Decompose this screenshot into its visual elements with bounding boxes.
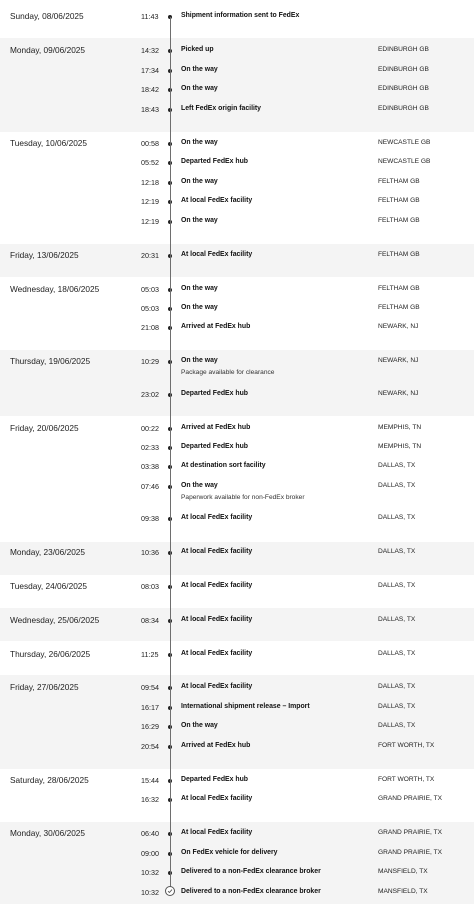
event-time: 23:02	[141, 390, 159, 399]
day-date: Tuesday, 10/06/2025	[10, 138, 88, 148]
day-group	[0, 542, 474, 575]
event-time: 16:29	[141, 722, 159, 731]
day-group	[0, 244, 474, 277]
event-time: 05:03	[141, 285, 159, 294]
day-group	[0, 822, 474, 904]
event-location: DALLAS, TX	[378, 683, 416, 690]
event-status: Shipment information sent to FedEx	[181, 12, 300, 19]
event-time: 11:25	[141, 650, 159, 659]
event-location: MEMPHIS, TN	[378, 443, 422, 450]
event-location: GRAND PRAIRIE, TX	[378, 829, 442, 836]
event-status: On the way	[181, 85, 218, 92]
day-date: Saturday, 28/06/2025	[10, 775, 89, 785]
event-time: 16:17	[141, 703, 159, 712]
event-status: On FedEx vehicle for delivery	[181, 849, 278, 856]
event-location: DALLAS, TX	[378, 514, 416, 521]
event-location: FELTHAM GB	[378, 178, 420, 185]
day-group	[0, 608, 474, 641]
event-location: DALLAS, TX	[378, 722, 416, 729]
event-status: At local FedEx facility	[181, 795, 253, 802]
event-time: 12:19	[141, 197, 159, 206]
timeline-line	[170, 17, 171, 892]
event-row	[0, 357, 474, 376]
event-location: NEWARK, NJ	[378, 390, 419, 397]
event-time: 07:46	[141, 482, 159, 491]
day-group	[0, 416, 474, 542]
event-row	[0, 390, 474, 404]
day-date: Monday, 23/06/2025	[10, 547, 86, 557]
event-status: At local FedEx facility	[181, 650, 253, 657]
event-status: Arrived at FedEx hub	[181, 424, 251, 431]
event-location: NEWCASTLE GB	[378, 158, 431, 165]
day-group	[0, 38, 474, 132]
event-status: International shipment release – Import	[181, 703, 310, 710]
day-date: Tuesday, 24/06/2025	[10, 581, 88, 591]
event-location: FELTHAM GB	[378, 217, 420, 224]
event-row	[0, 323, 474, 337]
day-group	[0, 575, 474, 608]
event-row	[0, 85, 474, 99]
event-row	[0, 285, 474, 299]
event-row	[0, 462, 474, 476]
event-time: 20:31	[141, 251, 159, 260]
event-location: DALLAS, TX	[378, 582, 416, 589]
day-group	[0, 675, 474, 769]
event-time: 09:00	[141, 849, 159, 858]
day-date: Monday, 30/06/2025	[10, 828, 86, 838]
event-status: At destination sort facility	[181, 462, 266, 469]
event-row	[0, 105, 474, 119]
event-status: At local FedEx facility	[181, 582, 253, 589]
event-status: Picked up	[181, 46, 214, 53]
event-location: DALLAS, TX	[378, 548, 416, 555]
event-location: GRAND PRAIRIE, TX	[378, 795, 442, 802]
event-location: EDINBURGH GB	[378, 105, 429, 112]
event-status: Departed FedEx hub	[181, 776, 249, 783]
event-row	[0, 650, 474, 664]
day-group	[0, 350, 474, 416]
event-row	[0, 304, 474, 318]
event-location: FORT WORTH, TX	[378, 776, 435, 783]
event-status: Delivered to a non-FedEx clearance broker	[181, 888, 321, 895]
event-row	[0, 829, 474, 843]
day-date: Thursday, 26/06/2025	[10, 649, 91, 659]
event-row	[0, 548, 474, 562]
day-date: Thursday, 19/06/2025	[10, 356, 91, 366]
event-row	[0, 703, 474, 717]
event-location: NEWARK, NJ	[378, 323, 419, 330]
event-row	[0, 66, 474, 80]
event-status: At local FedEx facility	[181, 197, 253, 204]
event-row	[0, 683, 474, 697]
event-time: 05:03	[141, 304, 159, 313]
event-row	[0, 443, 474, 457]
day-group	[0, 277, 474, 350]
event-status: At local FedEx facility	[181, 514, 253, 521]
event-time: 03:38	[141, 462, 159, 471]
event-row	[0, 722, 474, 736]
event-location: DALLAS, TX	[378, 650, 416, 657]
event-row	[0, 888, 474, 902]
event-note: Package available for clearance	[181, 369, 275, 376]
event-status: On the way	[181, 285, 218, 292]
day-group	[0, 132, 474, 244]
event-time: 11:43	[141, 12, 159, 21]
event-status: On the way	[181, 304, 218, 311]
event-location: DALLAS, TX	[378, 616, 416, 623]
event-location: NEWARK, NJ	[378, 357, 419, 364]
day-date: Wednesday, 25/06/2025	[10, 615, 100, 625]
event-status: At local FedEx facility	[181, 683, 253, 690]
event-time: 08:03	[141, 582, 159, 591]
event-time: 10:32	[141, 888, 159, 897]
event-time: 00:22	[141, 424, 159, 433]
day-date: Wednesday, 18/06/2025	[10, 284, 100, 294]
event-status: Departed FedEx hub	[181, 158, 249, 165]
event-status: At local FedEx facility	[181, 548, 253, 555]
event-time: 14:32	[141, 46, 159, 55]
event-row	[0, 868, 474, 882]
event-location: GRAND PRAIRIE, TX	[378, 849, 442, 856]
event-status: At local FedEx facility	[181, 616, 253, 623]
event-time: 02:33	[141, 443, 159, 452]
event-time: 10:36	[141, 548, 159, 557]
event-row	[0, 139, 474, 153]
event-location: EDINBURGH GB	[378, 66, 429, 73]
event-row	[0, 482, 474, 501]
event-row	[0, 795, 474, 809]
day-date: Sunday, 08/06/2025	[10, 11, 84, 21]
event-row	[0, 217, 474, 231]
day-date: Friday, 20/06/2025	[10, 423, 79, 433]
event-status: On the way	[181, 722, 218, 729]
event-row	[0, 514, 474, 528]
event-status: On the way	[181, 217, 218, 224]
event-status: At local FedEx facility	[181, 829, 253, 836]
event-time: 16:32	[141, 795, 159, 804]
event-time: 20:54	[141, 742, 159, 751]
event-row	[0, 178, 474, 192]
event-location: MEMPHIS, TN	[378, 424, 422, 431]
event-time: 05:52	[141, 158, 159, 167]
event-location: FELTHAM GB	[378, 251, 420, 258]
event-location: NEWCASTLE GB	[378, 139, 431, 146]
event-status: Arrived at FedEx hub	[181, 323, 251, 330]
event-location: DALLAS, TX	[378, 703, 416, 710]
event-status: Left FedEx origin facility	[181, 105, 262, 112]
event-time: 10:32	[141, 868, 159, 877]
event-time: 10:29	[141, 357, 159, 366]
event-row	[0, 742, 474, 756]
event-time: 15:44	[141, 776, 159, 785]
event-row	[0, 616, 474, 630]
event-status: On the way	[181, 139, 218, 146]
event-status: At local FedEx facility	[181, 251, 253, 258]
event-row	[0, 776, 474, 790]
day-date: Monday, 09/06/2025	[10, 45, 86, 55]
event-time: 00:58	[141, 139, 159, 148]
event-location: FELTHAM GB	[378, 285, 420, 292]
event-time: 18:43	[141, 105, 159, 114]
event-time: 12:19	[141, 217, 159, 226]
event-note: Paperwork available for non-FedEx broker	[181, 494, 305, 501]
event-location: DALLAS, TX	[378, 462, 416, 469]
event-status: Arrived at FedEx hub	[181, 742, 251, 749]
event-status: On the way	[181, 482, 218, 489]
event-location: DALLAS, TX	[378, 482, 416, 489]
event-status: On the way	[181, 357, 218, 364]
event-location: EDINBURGH GB	[378, 85, 429, 92]
day-group	[0, 769, 474, 822]
day-date: Friday, 13/06/2025	[10, 250, 79, 260]
event-status: Delivered to a non-FedEx clearance broker	[181, 868, 321, 875]
event-time: 17:34	[141, 66, 159, 75]
event-row	[0, 424, 474, 438]
check-circle-icon	[165, 886, 175, 896]
event-row	[0, 12, 474, 26]
event-location: FORT WORTH, TX	[378, 742, 435, 749]
event-row	[0, 158, 474, 172]
event-location: FELTHAM GB	[378, 304, 420, 311]
event-status: Departed FedEx hub	[181, 390, 249, 397]
event-status: On the way	[181, 178, 218, 185]
event-status: Departed FedEx hub	[181, 443, 249, 450]
event-time: 06:40	[141, 829, 159, 838]
day-group	[0, 641, 474, 675]
event-row	[0, 46, 474, 60]
day-group	[0, 0, 474, 38]
event-location: FELTHAM GB	[378, 197, 420, 204]
event-row	[0, 197, 474, 211]
event-row	[0, 582, 474, 596]
event-status: On the way	[181, 66, 218, 73]
event-location: MANSFIELD, TX	[378, 868, 428, 875]
event-time: 18:42	[141, 85, 159, 94]
day-date: Friday, 27/06/2025	[10, 682, 79, 692]
event-time: 12:18	[141, 178, 159, 187]
event-row	[0, 251, 474, 265]
event-location: EDINBURGH GB	[378, 46, 429, 53]
event-time: 21:08	[141, 323, 159, 332]
event-time: 08:34	[141, 616, 159, 625]
event-time: 09:38	[141, 514, 159, 523]
event-row	[0, 849, 474, 863]
event-time: 09:54	[141, 683, 159, 692]
event-location: MANSFIELD, TX	[378, 888, 428, 895]
